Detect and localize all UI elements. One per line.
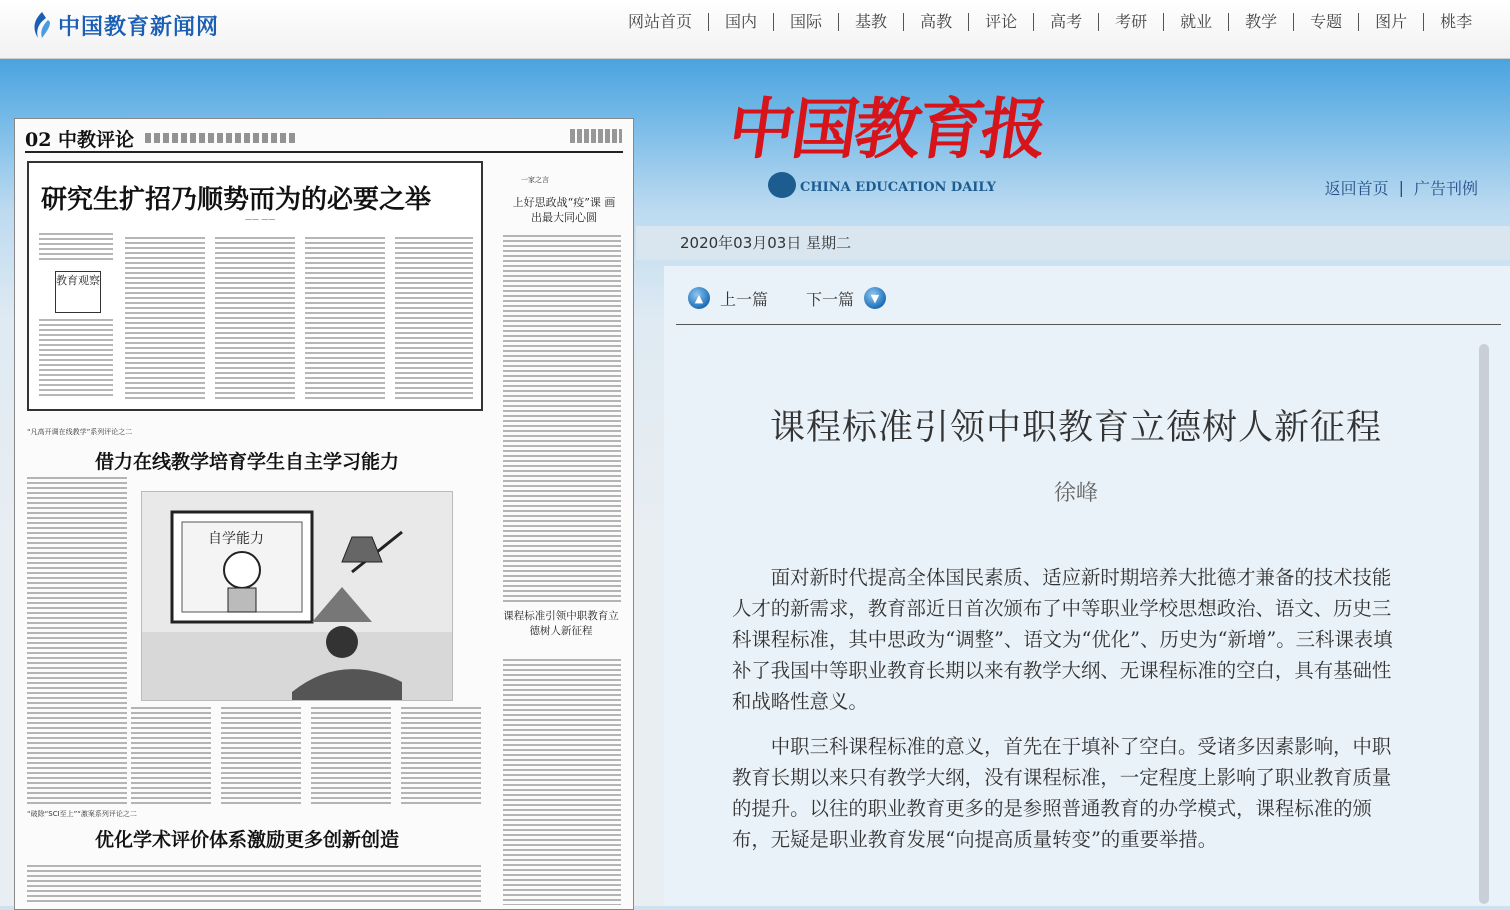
article-author: 徐峰: [1053, 481, 1098, 506]
article-paragraph: 中职三科课程标准的意义，首先在于填补了空白。受诸多因素影响，中职教育长期以来只有教学大纲，没有课程标准，一定程度上影响了职业教育质量的提升。以往的职业教育更多的是参照普通教育的办学模式，课程标准的颁布，无疑是职业教育发展“向提高质量转变”的重要举措。: [732, 735, 1392, 851]
divider: [676, 324, 1501, 325]
header-meta-text: [145, 133, 295, 143]
article-panel: [664, 266, 1510, 906]
second-col-lines: [311, 707, 391, 807]
side-headline-2[interactable]: 课程标准引领中职教育立德树人新征程: [503, 610, 619, 637]
nav-item-higher-education[interactable]: 高教: [904, 13, 969, 31]
nav-item-commentary[interactable]: 评论: [969, 13, 1034, 31]
side-col-lines: [503, 235, 621, 605]
education-observation-stamp: [55, 271, 101, 313]
back-to-home-link[interactable]: 返回首页: [1324, 179, 1389, 198]
masthead-english-name: CHINA EDUCATION DAILY: [800, 180, 996, 195]
top-bar: [0, 0, 1510, 59]
series-tag-1: “凡高开调在线教学”系列评论之二: [27, 428, 133, 436]
nav-item-postgrad-exam[interactable]: 考研: [1099, 13, 1164, 31]
nav-item-domestic[interactable]: 国内: [709, 13, 774, 31]
site-logo-icon: [28, 10, 52, 40]
date-bar: [636, 226, 1510, 260]
lead-article-box[interactable]: [27, 161, 483, 411]
lead-col-lines: [39, 233, 113, 261]
nav-item-topics[interactable]: 专题: [1294, 13, 1359, 31]
newspaper-page-header: [25, 125, 623, 153]
lead-col-lines: [39, 319, 113, 399]
third-headline[interactable]: 优化学术评价体系激励更多创新创造: [95, 829, 400, 851]
masthead-emblem-icon: [768, 172, 796, 198]
side-headline: 上好思政战“疫”课 画出最大同心圆: [512, 196, 616, 224]
third-col-lines: [27, 865, 481, 905]
series-tag-2: “破除“SCI至上”“激案系列评论之二: [27, 810, 137, 818]
article-pager: [688, 284, 886, 312]
masthead-chinese-name: 中国教育报: [723, 90, 1050, 168]
second-col-lines: [401, 707, 481, 807]
second-headline[interactable]: 借力在线教学培育学生自主学习能力: [95, 451, 400, 473]
illustration-drawing: [142, 492, 452, 700]
article-paragraph: 面对新时代提高全体国民素质、适应新时期培养大批德才兼备的技术技能人才的新需求，教育部近日首次颁布了中等职业学校思想政治、语文、历史三科课程标准，其中思政为“调整”、语文为“优化”、历史为“新增”。三科课表填补了我国中等职业教育长期以来有教学大纲、无课程标准的空白，具有基础性和战略性意义。: [732, 566, 1393, 713]
nav-item-gaokao[interactable]: 高考: [1034, 13, 1099, 31]
separator: |: [1398, 178, 1404, 197]
nav-item-home[interactable]: 网站首页: [612, 13, 709, 31]
lead-col-lines: [305, 237, 385, 399]
second-col-lines: [27, 477, 127, 807]
arrow-up-icon: ▲: [688, 287, 710, 309]
lead-col-lines: [215, 237, 295, 399]
nav-item-pictures[interactable]: 图片: [1359, 13, 1424, 31]
second-col-lines: [221, 707, 301, 807]
issue-date: 2020年03月03日 星期二: [680, 234, 852, 252]
nav-item-teaching[interactable]: 教学: [1229, 13, 1294, 31]
main-nav: [612, 10, 1478, 34]
arrow-down-icon: ▼: [864, 287, 886, 309]
site-logo[interactable]: [28, 8, 219, 42]
lead-col-lines: [395, 237, 473, 399]
nav-item-employment[interactable]: 就业: [1164, 13, 1229, 31]
next-article-button[interactable]: [806, 287, 886, 310]
second-col-lines: [131, 707, 211, 807]
nav-item-international[interactable]: 国际: [774, 13, 839, 31]
site-logo-text: 中国教育新闻网: [58, 13, 220, 40]
illustration-self-learning: [141, 491, 453, 701]
side-col-lines: [503, 659, 621, 905]
nav-item-basic-education[interactable]: 基教: [839, 13, 904, 31]
previous-article-button[interactable]: [688, 287, 768, 310]
newspaper-page-label: 02 中教评论: [25, 129, 135, 151]
next-article-label: 下一篇: [806, 289, 855, 309]
china-education-daily-logo: [723, 76, 1050, 195]
side-tag: 一家之言: [521, 176, 549, 184]
illustration-caption: 自学能力: [208, 531, 264, 547]
lead-headline: 研究生扩招乃顺势而为的必要之举: [41, 185, 432, 215]
lead-byline: —— ——: [245, 215, 276, 223]
article-body: [732, 562, 1404, 869]
ad-rates-link[interactable]: 广告刊例: [1413, 179, 1478, 198]
lead-col-lines: [125, 237, 205, 399]
top-links: [1315, 176, 1488, 199]
header-masthead-mini: [570, 129, 622, 143]
newspaper-page-image[interactable]: [14, 118, 634, 910]
article-title: 课程标准引领中职教育立德树人新征程: [769, 408, 1382, 448]
previous-article-label: 上一篇: [720, 289, 769, 309]
stamp-text: 教育观察: [56, 274, 100, 287]
nav-item-taoli[interactable]: 桃李: [1440, 12, 1473, 31]
